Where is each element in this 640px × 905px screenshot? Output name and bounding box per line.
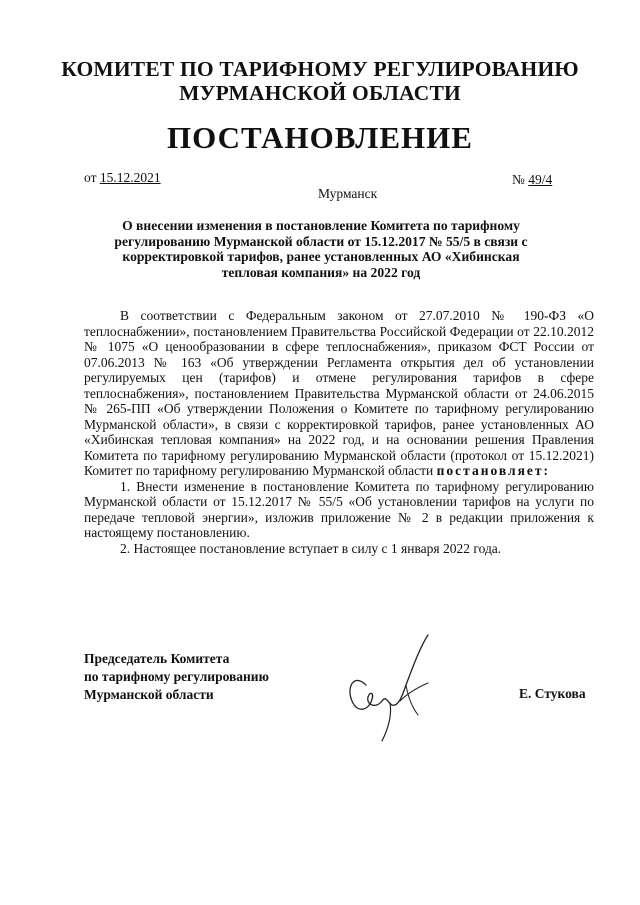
signer-title <box>84 650 269 704</box>
item-1-paragraph: 1. Внести изменение в постановление Комитета по тарифному регулированию Мурманской области от 15.12.2017 № 55/5 «Об установлении тарифов на услуги по передаче тепловой энергии», изложив приложение № 2 в редакции приложения к настоящему постановлению. <box>84 478 594 540</box>
document-type-title: ПОСТАНОВЛЕНИЕ <box>167 120 473 155</box>
number-prefix: № <box>512 172 525 187</box>
handwritten-signature <box>336 625 446 745</box>
signer-name: Е. Стукова <box>519 686 586 701</box>
organization-name-line2: МУРМАНСКОЙ ОБЛАСТИ <box>179 81 461 105</box>
date-prefix: от <box>84 170 97 185</box>
signer-title-line2: по тарифному регулированию <box>84 669 269 684</box>
document-body <box>84 308 594 556</box>
city-name: Мурманск <box>318 186 378 201</box>
preamble-paragraph <box>84 308 594 479</box>
preamble-text: В соответствии с Федеральным законом от 27.07.2010 № 190-ФЗ «О теплоснабжении», постановлением Правительства Российской Федерации от 22.10.2012 № 1075 «О ценообразовании в сфере теплоснабжения», приказом ФСТ России от 07.06.2013 № 163 «Об утверждении Регламента открытия дел об установлении регулируемых цен (тарифов) и отмене регулирования тарифов в сфере теплоснабжения», постановлением Правительства Мурманской области от 24.06.2015 № 265-ПП «Об утверждении Положения о Комитете по тарифному регулированию Мурманской области», в связи с корректировкой тарифов, ранее установленных АО «Хибинская тепловая компания» на 2022 год, и на основании решения Правления Комитета по тарифному регулированию Мурманской области (протокол от 15.12.2021) Комитет по тарифному регулированию Мурманской области <box>84 308 594 478</box>
date-value: 15.12.2021 <box>99 170 161 185</box>
item-2-paragraph: 2. Настоящее постановление вступает в силу с 1 января 2022 года. <box>120 540 502 556</box>
number-value: 49/4 <box>528 172 553 187</box>
signer-title-line3: Мурманской области <box>84 687 214 702</box>
document-number <box>512 172 552 188</box>
document-subject: О внесении изменения в постановление Комитета по тарифному регулированию Мурманской области от 15.12.2017 № 55/5 в связи с корректировкой тарифов, ранее установленных АО «Хибинская тепловая компания» на 2022 год <box>114 218 528 280</box>
organization-name-line1: КОМИТЕТ ПО ТАРИФНОМУ РЕГУЛИРОВАНИЮ <box>61 57 579 81</box>
resolves-word: постановляет: <box>436 463 550 478</box>
signer-title-line1: Председатель Комитета <box>84 651 230 666</box>
document-date <box>84 170 161 186</box>
